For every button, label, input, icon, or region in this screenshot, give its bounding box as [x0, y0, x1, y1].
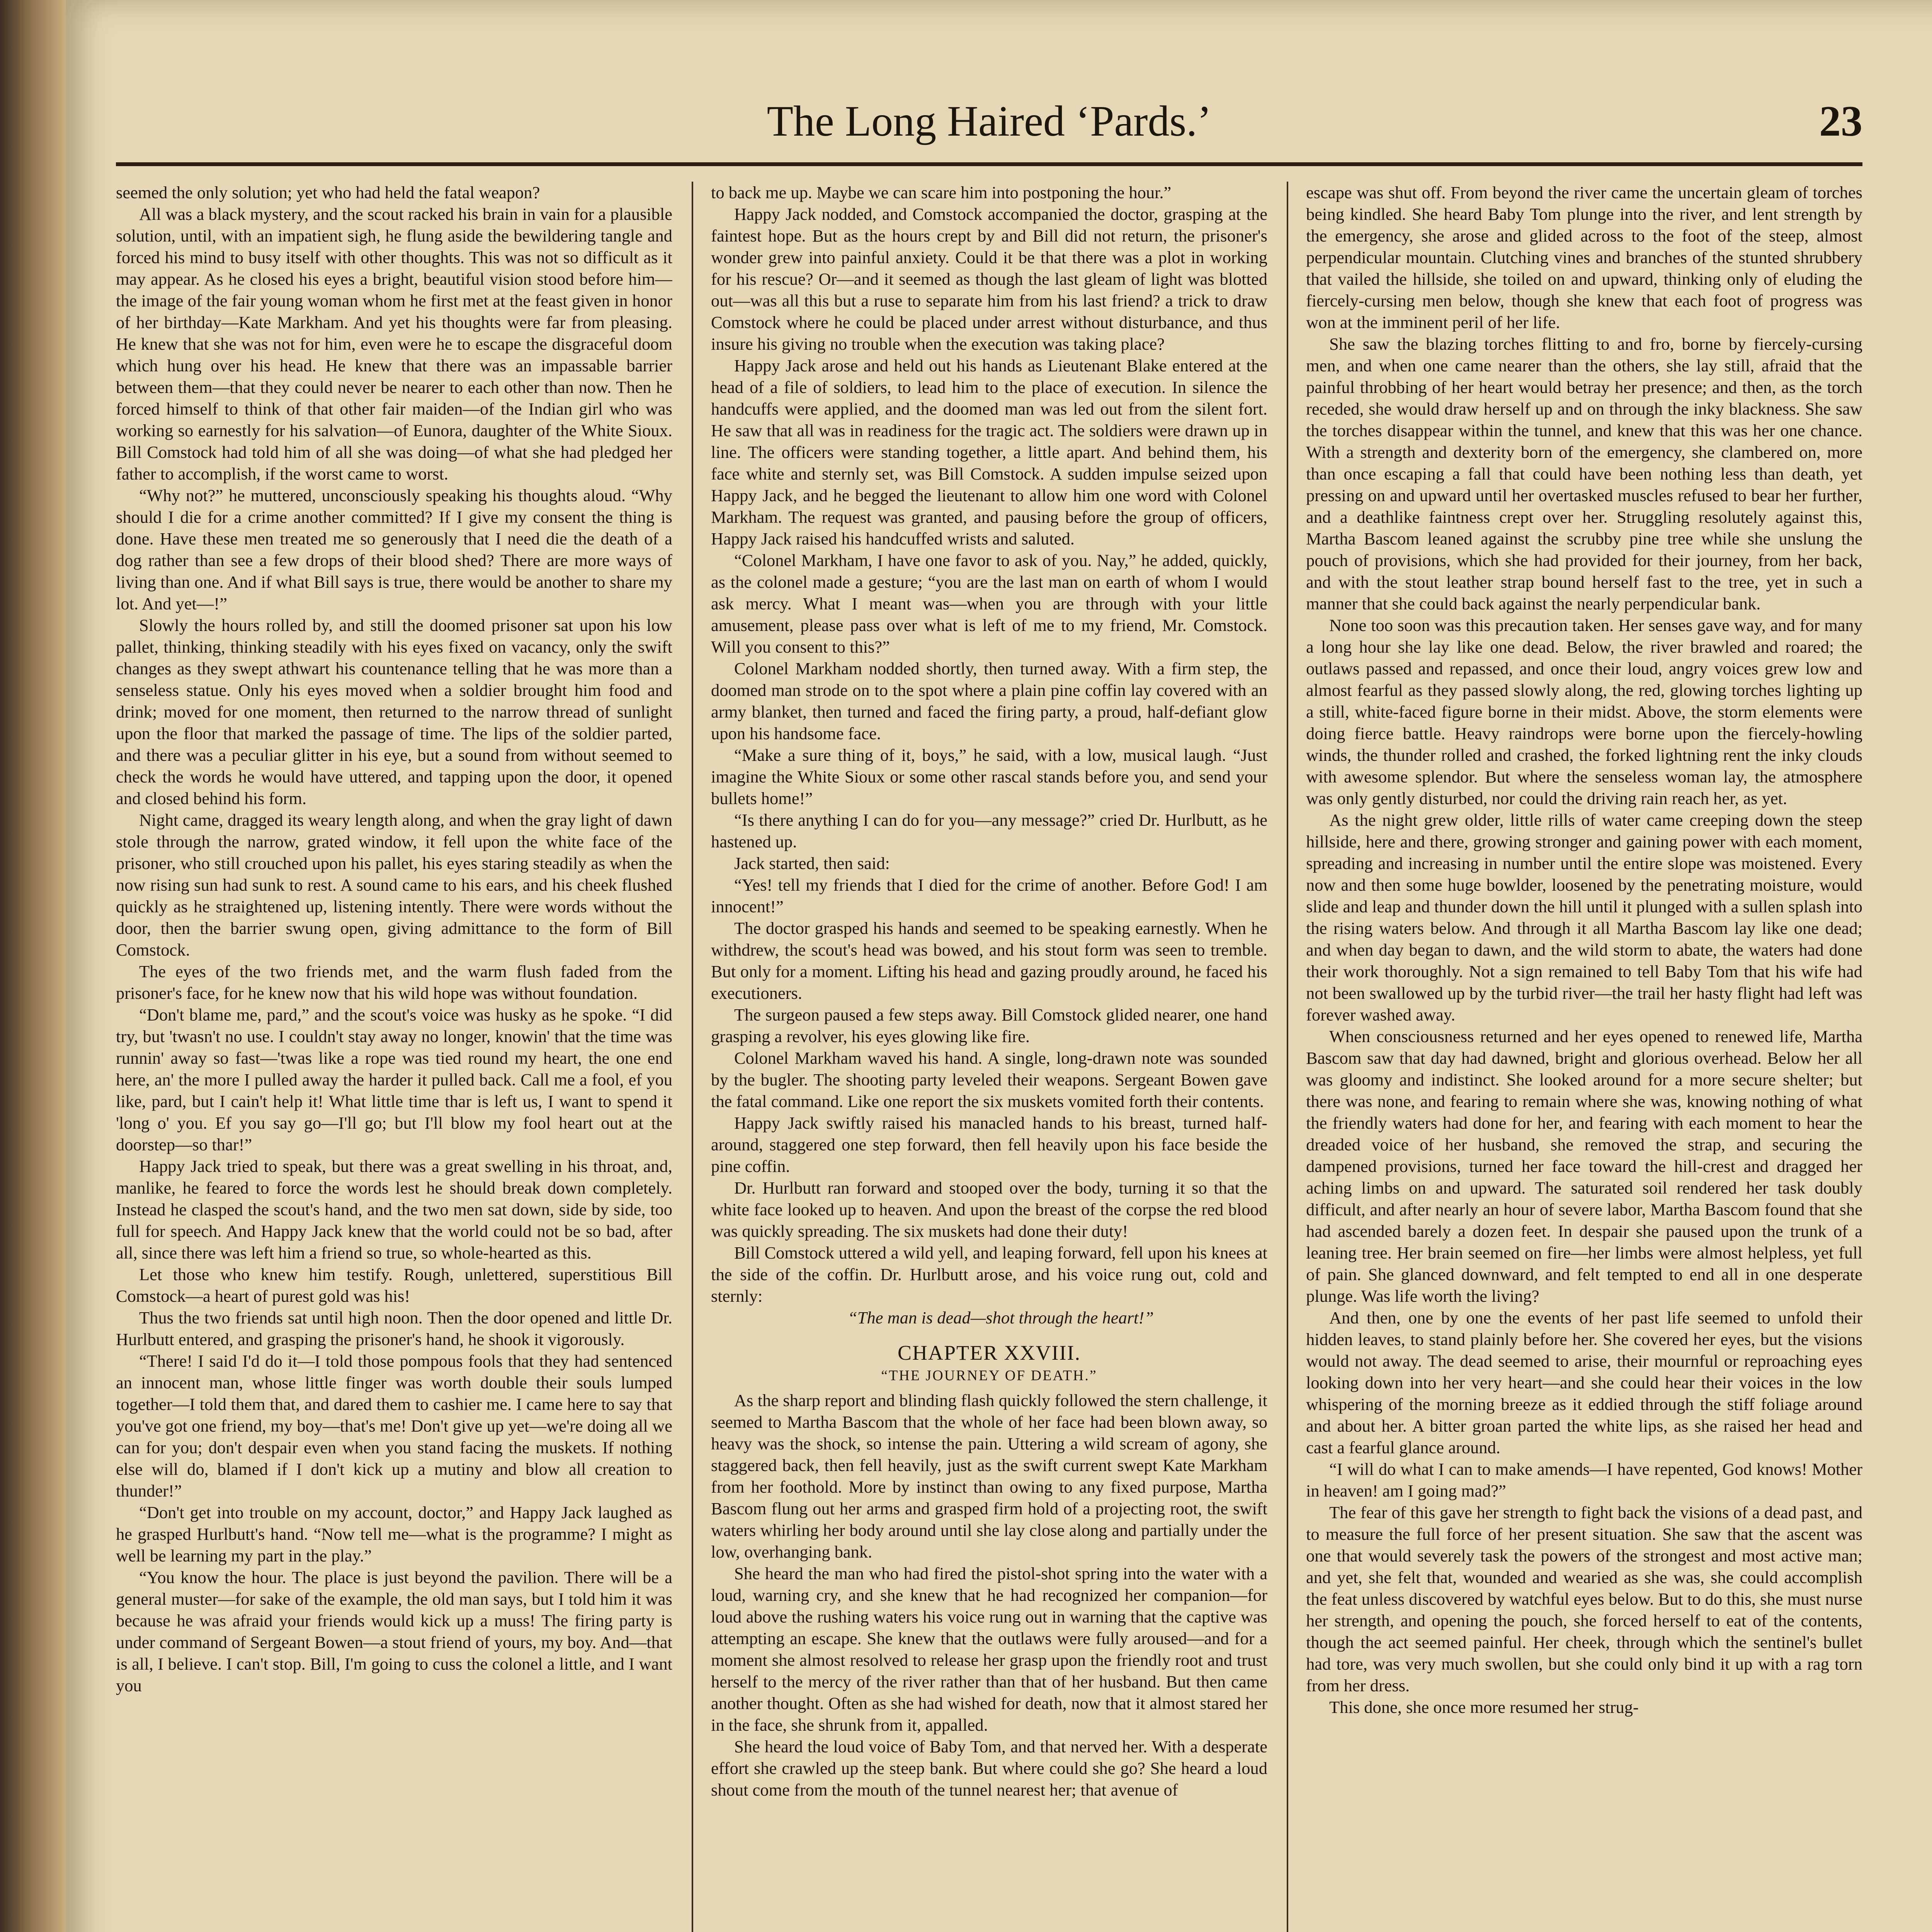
- paragraph: Happy Jack nodded, and Comstock accompanied the doctor, grasping at the faintest hope. But as the hours crept by and Bill did not return, the prisoner's wonder grew into painful anxiety. Could it be that there was a plot in working for his rescue? Or—and it seemed as though the last gleam of light was blotted out—was all this but a ruse to separate him from his last friend? a trick to draw Comstock where he could be placed under arrest without disturbance, and thus insure his giving no trouble when the execution was taking place?: [711, 204, 1267, 354]
- paragraph: Night came, dragged its weary length along, and when the gray light of dawn stole through the narrow, grated window, it fell upon the white face of the prisoner, who still crouched upon his pallet, his eyes staring steadily as when the now rising sun had sunk to rest. A sound came to his ears, and his cheek flushed quickly as he straightened up, listening intently. There were words without the door, then the barrier swung open, giving admittance to the form of Bill Comstock.: [116, 810, 672, 959]
- paragraph: Thus the two friends sat until high noon. Then the door opened and little Dr. Hurlbutt entered, and grasping the prisoner's hand, he shook it vigorously.: [116, 1308, 672, 1349]
- paragraph: The fear of this gave her strength to fight back the visions of a dead past, and to measure the full force of her present situation. She saw that the ascent was one that would severely task the powers of the strongest and most active man; and yet, she felt that, wounded and wearied as she was, she could accomplish the feat unless discovered by watchful eyes below. But to do this, she must nurse her strength, and opening the pouch, she forced herself to eat of the contents, though the act seemed painful. Her cheek, through which the sentinel's bullet had tore, was very much swollen, but she could only bind it up with a rag torn from her dress.: [1306, 1503, 1862, 1695]
- paragraph: Let those who knew him testify. Rough, unlettered, superstitious Bill Comstock—a heart of purest gold was his!: [116, 1265, 672, 1306]
- paragraph: “You know the hour. The place is just beyond the pavilion. There will be a general muster—for sake of the example, the old man says, but I told him it was because he was afraid your friends would kick up a muss! The firing party is under command of Sergeant Bowen—a stout friend of yours, my boy. And—that is all, I believe. I can't stop. Bill, I'm going to cuss the colonel a little, and I want you: [116, 1568, 672, 1695]
- paragraph: “Why not?” he muttered, unconsciously speaking his thoughts aloud. “Why should I die for a crime another committed? If I give my consent the thing is done. Have these men treated me so generously that I need die the death of a dog rather than see a few drops of their blood shed? There are more ways of living than one. And if what Bill says is true, there would be another to share my lot. And yet—!”: [116, 486, 672, 613]
- paragraph: As the night grew older, little rills of water came creeping down the steep hillside, here and there, growing stronger and gaining power with each moment, spreading and increasing in number until the entire slope was moistened. Every now and then some huge bowlder, loosened by the penetrating moisture, would slide and leap and thunder down the hill until it plunged with a sullen splash into the rising waters below. And through it all Martha Bascom lay like one dead; and when day began to dawn, and the wild storm to abate, the waters had done their work thoroughly. Not a sign remained to tell Baby Tom that his wife had not been swallowed up by the turbid river—the trail her hasty flight had left was forever washed away.: [1306, 810, 1862, 1024]
- paragraph: “Don't blame me, pard,” and the scout's voice was husky as he spoke. “I did try, but 'twasn't no use. I couldn't stay away no longer, knowin' that the time was runnin' away so fast—'twas like a rope was tied round my heart, the one end here, an' the more I pulled away the harder it pulled back. Call me a fool, ef you like, pard, but I cain't help it! What little time thar is left us, I want to spend it 'long o' you. Ef you say go—I'll go; but I'll blow my fool heart out at the doorstep—so thar!”: [116, 1005, 672, 1154]
- paragraph: The surgeon paused a few steps away. Bill Comstock glided nearer, one hand grasping a revolver, his eyes glowing like fire.: [711, 1005, 1267, 1046]
- paragraph: Happy Jack arose and held out his hands as Lieutenant Blake entered at the head of a file of soldiers, to lead him to the place of execution. In silence the handcuffs were applied, and the doomed man was led out from the silent fort. He saw that all was in readiness for the tragic act. The soldiers were drawn up in line. The officers were standing together, a little apart. And behind them, his face white and sternly set, was Bill Comstock. A sudden impulse seized upon Happy Jack, and he begged the lieutenant to allow him one word with Colonel Markham. The request was granted, and pausing before the group of officers, Happy Jack raised his handcuffed wrists and saluted.: [711, 356, 1267, 548]
- paragraph: Jack started, then said:: [734, 854, 890, 873]
- paragraph: And then, one by one the events of her past life seemed to unfold their hidden leaves, to stand plainly before her. She covered her eyes, but the visions would not away. The dead seemed to arise, their mournful or reproaching eyes looking down into her very heart—and she could hear their voices in the low whispering of the morning breeze as it eddied through the stiff foliage around and about her. A bitter groan parted the white lips, as she raised her head and cast a fearful glance around.: [1306, 1308, 1862, 1457]
- header-rule: [116, 162, 1862, 166]
- paragraph: “Don't get into trouble on my account, doctor,” and Happy Jack laughed as he grasped Hurlbutt's hand. “Now tell me—what is the programme? I might as well be learning my part in the play.”: [116, 1503, 672, 1565]
- paragraph: This done, she once more resumed her strug-: [1329, 1697, 1639, 1717]
- paragraph: Happy Jack swiftly raised his manacled hands to his breast, turned half-around, staggered one step forward, then fell heavily upon his face beside the pine coffin.: [711, 1113, 1267, 1176]
- paragraph: The doctor grasped his hands and seemed to be speaking earnestly. When he withdrew, the scout's head was bowed, and his stout form was seen to tremble. But only for a moment. Lifting his head and gazing proudly around, he faced his executioners.: [711, 918, 1267, 1003]
- paragraph: Colonel Markham nodded shortly, then turned away. With a firm step, the doomed man strode on to the spot where a plain pine coffin lay covered with an army blanket, then turned and faced the firing party, a proud, half-defiant glow upon his handsome face.: [711, 659, 1267, 743]
- paragraph: “Make a sure thing of it, boys,” he said, with a low, musical laugh. “Just imagine the White Sioux or some other rascal stands before you, and send your bullets home!”: [711, 745, 1267, 808]
- paragraph: Happy Jack tried to speak, but there was a great swelling in his throat, and, manlike, he feared to force the words lest he should break down completely. Instead he clasped the scout's hand, and the two men sat down, side by side, too full for speech. And Happy Jack knew that the world could not be so bad, after all, since there was left him a friend so true, so whole-hearted as this.: [116, 1156, 672, 1262]
- chapter-subtitle: “THE JOURNEY OF DEATH.”: [881, 1367, 1097, 1384]
- paragraph: Slowly the hours rolled by, and still the doomed prisoner sat upon his low pallet, thinking, thinking steadily with his eyes fixed on vacancy, only the swift changes as they swept athwart his countenance telling that he was more than a senseless statue. Only his eyes moved when a soldier brought him food and drink; moved for one moment, then returned to the narrow thread of sunlight upon the floor that marked the passage of time. The lips of the soldier parted, and there was a peculiar glitter in his eye, but a sound from without seemed to check the words he would have uttered, and tapping upon the door, it opened and closed behind his form.: [116, 616, 672, 808]
- book-spine: [0, 0, 66, 1932]
- paragraph: All was a black mystery, and the scout racked his brain in vain for a plausible solution, until, with an impatient sigh, he flung aside the bewildering tangle and forced his mind to busy itself with other thoughts. This was not so difficult as it may appear. As he closed his eyes a bright, beautiful vision stood before him—the image of the fair young woman whom he first met at the feast given in honor of her birthday—Kate Markham. And yet his thoughts were far from pleasing. He knew that she was not for him, even were he to escape the disgraceful doom which hung over his head. He knew that there was an impassable barrier between them—that they could never be nearer to each other than now. Then he forced himself to think of that other fair maiden—of the Indian girl who was working so earnestly for his salvation—of Eunora, daughter of the White Sioux. Bill Comstock had told him of all she was doing—of what she had pledged her father to accomplish, if the worst came to worst.: [116, 204, 672, 483]
- paragraph: Colonel Markham waved his hand. A single, long-drawn note was sounded by the bugler. The shooting party leveled their weapons. Sergeant Bowen gave the fatal command. Like one report the six muskets vomited forth their contents.: [711, 1048, 1267, 1111]
- paragraph: escape was shut off. From beyond the river came the uncertain gleam of torches being kindled. She heard Baby Tom plunge into the river, and lent strength by the emergency, she arose and glided across to the foot of the steep, almost perpendicular mountain. Clutching vines and branches of the stunted shrubbery that vailed the hillside, she toiled on and upward, thinking only of eluding the fiercely-cursing men below, though she knew that each foot of progress was won at the imminent peril of her life.: [1306, 183, 1862, 332]
- paragraph: Dr. Hurlbutt ran forward and stooped over the body, turning it so that the white face looked up to heaven. And upon the breast of the corpse the red blood was quickly spreading. The six muskets had done their duty!: [711, 1178, 1267, 1241]
- paragraph: “Colonel Markham, I have one favor to ask of you. Nay,” he added, quickly, as the colonel made a gesture; “you are the last man on earth of whom I would ask mercy. What I meant was—when you are through with your little amusement, please pass over what is left of me to my friend, Mr. Comstock. Will you consent to this?”: [711, 551, 1267, 656]
- paragraph: “Yes! tell my friends that I died for the crime of another. Before God! I am innocent!”: [711, 875, 1267, 916]
- paragraph: “There! I said I'd do it—I told those pompous fools that they had sentenced an innocent man, whose little finger was worth double their souls lumped together—I told them that, and dared them to cashier me. I came here to say that you've got one friend, my boy—that's me! Don't give up yet—we're doing all we can for you; don't despair even when you stand facing the muskets. If nothing else will do, blamed if I don't kick up a mutiny and blow all creation to thunder!”: [116, 1351, 672, 1500]
- paragraph: She heard the loud voice of Baby Tom, and that nerved her. With a desperate effort she crawled up the steep bank. But where could she go? She heard a loud shout come from the mouth of the tunnel nearest her; that avenue of: [711, 1737, 1267, 1799]
- paragraph: seemed the only solution; yet who had held the fatal weapon?: [116, 183, 540, 202]
- paragraph: When consciousness returned and her eyes opened to renewed life, Martha Bascom saw that day had dawned, bright and glorious overhead. Below her all was gloomy and indistinct. She looked around for a more secure shelter; but there was none, and fearing to remain where she was, knowing nothing of what the friendly waters had done for her, and fearing with each moment to hear the dreaded voice of her husband, she removed the strap, and securing the dampened provisions, turned her face toward the hill-crest and dragged her aching limbs on and upward. The saturated soil rendered her task doubly difficult, and after nearly an hour of severe labor, Martha Bascom found that she had ascended barely a dozen feet. In despair she paused upon the trunk of a leaning tree. Her brain seemed on fire—her limbs were almost helpless, yet full of pain. She glanced downward, and felt tempted to end all in one desperate plunge. Was life worth the living?: [1306, 1027, 1862, 1306]
- text-column-1: [116, 182, 672, 1932]
- paragraph: As the sharp report and blinding flash quickly followed the stern challenge, it seemed to Martha Bascom that the whole of her face had been blown away, so heavy was the shock, so intense the pain. Uttering a wild scream of agony, she staggered back, then fell heavily, just as the swift current swept Kate Markham from her foothold. More by instinct than owing to any fixed purpose, Martha Bascom flung out her arms and grasped firm hold of a projecting root, the swift waters whirling her body around until she lay close along and partially under the low, overhanging bank.: [711, 1391, 1267, 1561]
- paragraph: She heard the man who had fired the pistol-shot spring into the water with a loud, warning cry, and she knew that he had recognized her companion—for loud above the rushing waters his voice rung out in warning that the captive was attempting an escape. She knew that the outlaws were fully aroused—and for a moment she almost resolved to release her grasp upon the friendly root and trust herself to the mercy of the river rather than that of her husband. But then came another thought. Often as she had wished for death, now that it almost stared her in the face, she shrunk from it, appalled.: [711, 1564, 1267, 1735]
- page-number: 23: [1819, 97, 1862, 145]
- paragraph: “The man is dead—shot through the heart!”: [848, 1308, 1154, 1327]
- paragraph: Bill Comstock uttered a wild yell, and leaping forward, fell upon his knees at the side of the coffin. Dr. Hurlbutt arose, and his voice rung out, cold and sternly:: [711, 1243, 1267, 1306]
- text-column-3: [1306, 182, 1862, 1932]
- paragraph: The eyes of the two friends met, and the warm flush faded from the prisoner's face, for he knew now that his wild hope was without foundation.: [116, 962, 672, 1003]
- paragraph: None too soon was this precaution taken. Her senses gave way, and for many a long hour she lay like one dead. Below, the river brawled and roared; the outlaws passed and repassed, and once their loud, angry voices grew low and almost fearful as they passed slowly along, the red, glowing torches lighting up a still, white-faced figure borne in their midst. Above, the storm elements were doing fierce battle. Heavy raindrops were borne upon the fiercely-howling winds, the thunder rolled and crashed, the forked lightning rent the inky clouds with awesome splendor. But where the senseless woman lay, the atmosphere was only gently disturbed, nor could the driving rain reach her, as yet.: [1306, 616, 1862, 808]
- paragraph: “Is there anything I can do for you—any message?” cried Dr. Hurlbutt, as he hastened up.: [711, 810, 1267, 851]
- chapter-heading: CHAPTER XXVIII.: [898, 1341, 1081, 1364]
- text-columns: [116, 182, 1862, 1932]
- paragraph: “I will do what I can to make amends—I have repented, God knows! Mother in heaven! am I going mad?”: [1306, 1459, 1862, 1500]
- paragraph: to back me up. Maybe we can scare him into postponing the hour.”: [711, 183, 1172, 202]
- running-title: The Long Haired ‘Pards.’: [767, 97, 1212, 145]
- text-column-2: [711, 182, 1267, 1932]
- paragraph: She saw the blazing torches flitting to and fro, borne by fiercely-cursing men, and when one came nearer than the others, she lay still, afraid that the painful throbbing of her heart would betray her presence; and then, as the torch receded, she would draw herself up and on through the inky blackness. She saw the torches disappear within the tunnel, and knew that this was her one chance. With a strength and dexterity born of the emergency, she clambered on, more than once escaping a fall that could have been nothing less than death, yet pressing on and upward until her overtasked muscles refused to bear her further, and a deathlike faintness crept over her. Struggling resolutely against this, Martha Bascom leaned against the scrubby pine tree while she unslung the pouch of provisions, which she had provided for their journey, from her back, and with the stout leather strap bound herself fast to the tree, yet in such a manner that she could back against the nearly perpendicular bank.: [1306, 334, 1862, 613]
- page-header: [116, 97, 1862, 155]
